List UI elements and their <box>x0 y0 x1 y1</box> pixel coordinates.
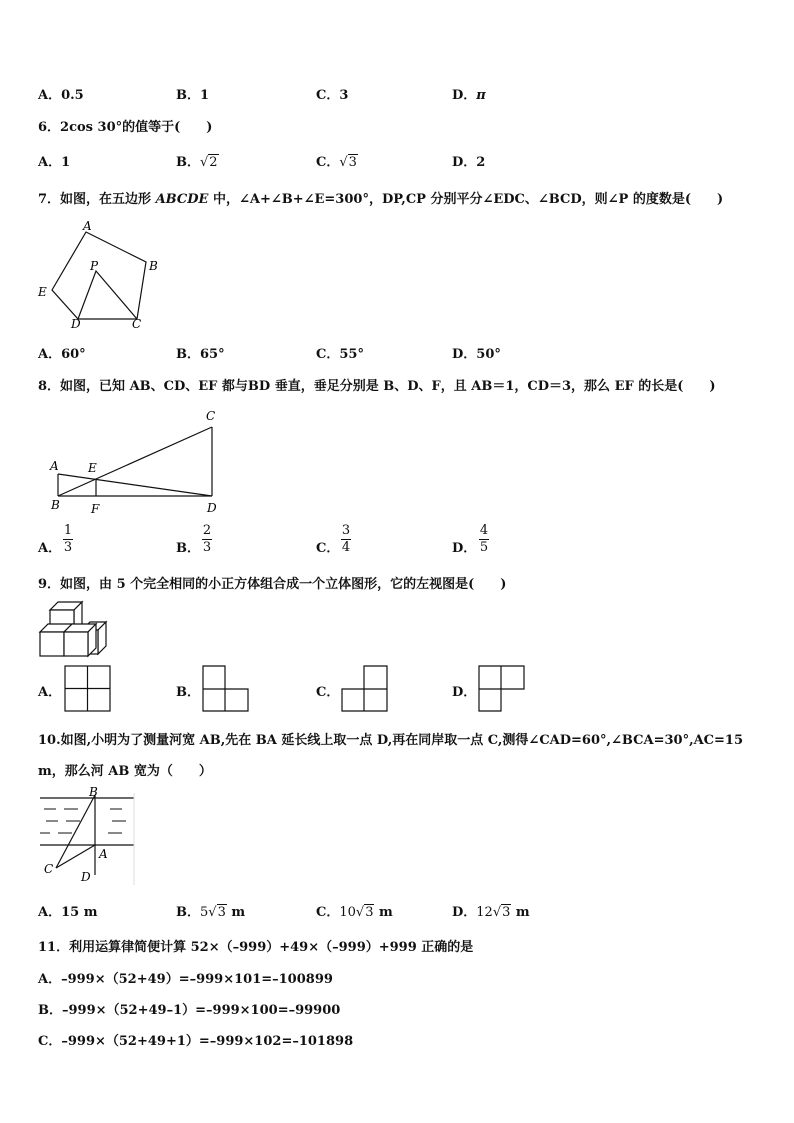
q6-stem: 6．2cos 30°的值等于( ) <box>38 120 213 135</box>
q5-option-b: B．1 <box>176 88 210 103</box>
q8-option-a-prefix: A． <box>38 541 62 556</box>
q7-option-b: B．65° <box>176 347 225 362</box>
q11-option-a: A．–999×（52+49）=–999×101=–100899 <box>38 972 333 987</box>
q7-label-p: P <box>90 259 99 273</box>
q10-option-d: D．12√3 m <box>452 905 530 920</box>
q10-option-c: C．10√3 m <box>316 905 393 920</box>
q10-stem-line2: m，那么河 AB 宽为（ ） <box>38 764 212 779</box>
q10-label-a: A <box>99 847 108 861</box>
q10-option-a: A．15 m <box>38 905 98 920</box>
q7-label-b: B <box>149 259 158 273</box>
q10-label-b: B <box>89 785 98 799</box>
q9-option-b-prefix: B． <box>176 685 200 700</box>
q8-option-b-fraction: 2 3 <box>202 523 212 556</box>
q6-option-c: C．√3 <box>316 155 357 170</box>
q9-stem: 9．如图，由 5 个完全相同的小正方体组合成一个立体图形，它的左视图是( ) <box>38 577 507 592</box>
q7-label-a: A <box>83 219 92 233</box>
q8-option-b-prefix: B． <box>176 541 200 556</box>
q9-option-d-prefix: D． <box>452 685 477 700</box>
q8-label-f: F <box>91 502 100 516</box>
q10-label-d: D <box>81 870 91 884</box>
q5-option-d: D．π <box>452 88 486 103</box>
q8-option-a-fraction: 1 3 <box>63 523 73 556</box>
q9-option-c-prefix: C． <box>316 685 340 700</box>
q8-label-e: E <box>88 461 97 475</box>
q9-option-a-prefix: A． <box>38 685 62 700</box>
q8-option-c-prefix: C． <box>316 541 340 556</box>
q8-option-d-fraction: 4 5 <box>479 523 489 556</box>
q8-option-c-fraction: 3 4 <box>341 523 351 556</box>
q8-label-a: A <box>50 459 59 473</box>
q7-option-a: A．60° <box>38 347 86 362</box>
q5-option-c: C．3 <box>316 88 349 103</box>
q8-label-b: B <box>51 498 60 512</box>
q6-option-a: A．1 <box>38 155 71 170</box>
q8-option-d-prefix: D． <box>452 541 477 556</box>
q6-option-b: B．√2 <box>176 155 218 170</box>
q10-label-c: C <box>44 862 54 876</box>
q7-label-c: C <box>132 317 142 331</box>
q8-label-d: D <box>207 501 217 515</box>
q5-option-a: A．0.5 <box>38 88 84 103</box>
q6-option-d: D．2 <box>452 155 486 170</box>
q7-option-c: C．55° <box>316 347 364 362</box>
q11-option-b: B．–999×（52+49–1）=–999×100=–99900 <box>38 1003 341 1018</box>
q7-stem: 7．如图，在五边形 ABCDE 中，∠A+∠B+∠E=300°，DP,CP 分别平分∠EDC、∠BCD，则∠P 的度数是( ) <box>38 192 724 207</box>
q11-stem: 11．利用运算律简便计算 52×（–999）+49×（–999）+999 正确的是 <box>38 940 474 955</box>
q10-stem-line1: 10.如图,小明为了测量河宽 AB,先在 BA 延长线上取一点 D,再在同岸取一点 C,测得∠CAD=60°,∠BCA=30°,AC=15 <box>38 733 744 748</box>
q7-label-d: D <box>71 317 81 331</box>
q8-stem: 8．如图，已知 AB、CD、EF 都与BD 垂直，垂足分别是 B、D、F，且 AB＝1，CD＝3，那么 EF 的长是( ) <box>38 379 716 394</box>
q7-option-d: D．50° <box>452 347 501 362</box>
q7-label-e: E <box>38 285 47 299</box>
q8-label-c: C <box>206 409 216 423</box>
q10-option-b: B．5√3 m <box>176 905 246 920</box>
q11-option-c: C．–999×（52+49+1）=–999×102=–101898 <box>38 1034 354 1049</box>
